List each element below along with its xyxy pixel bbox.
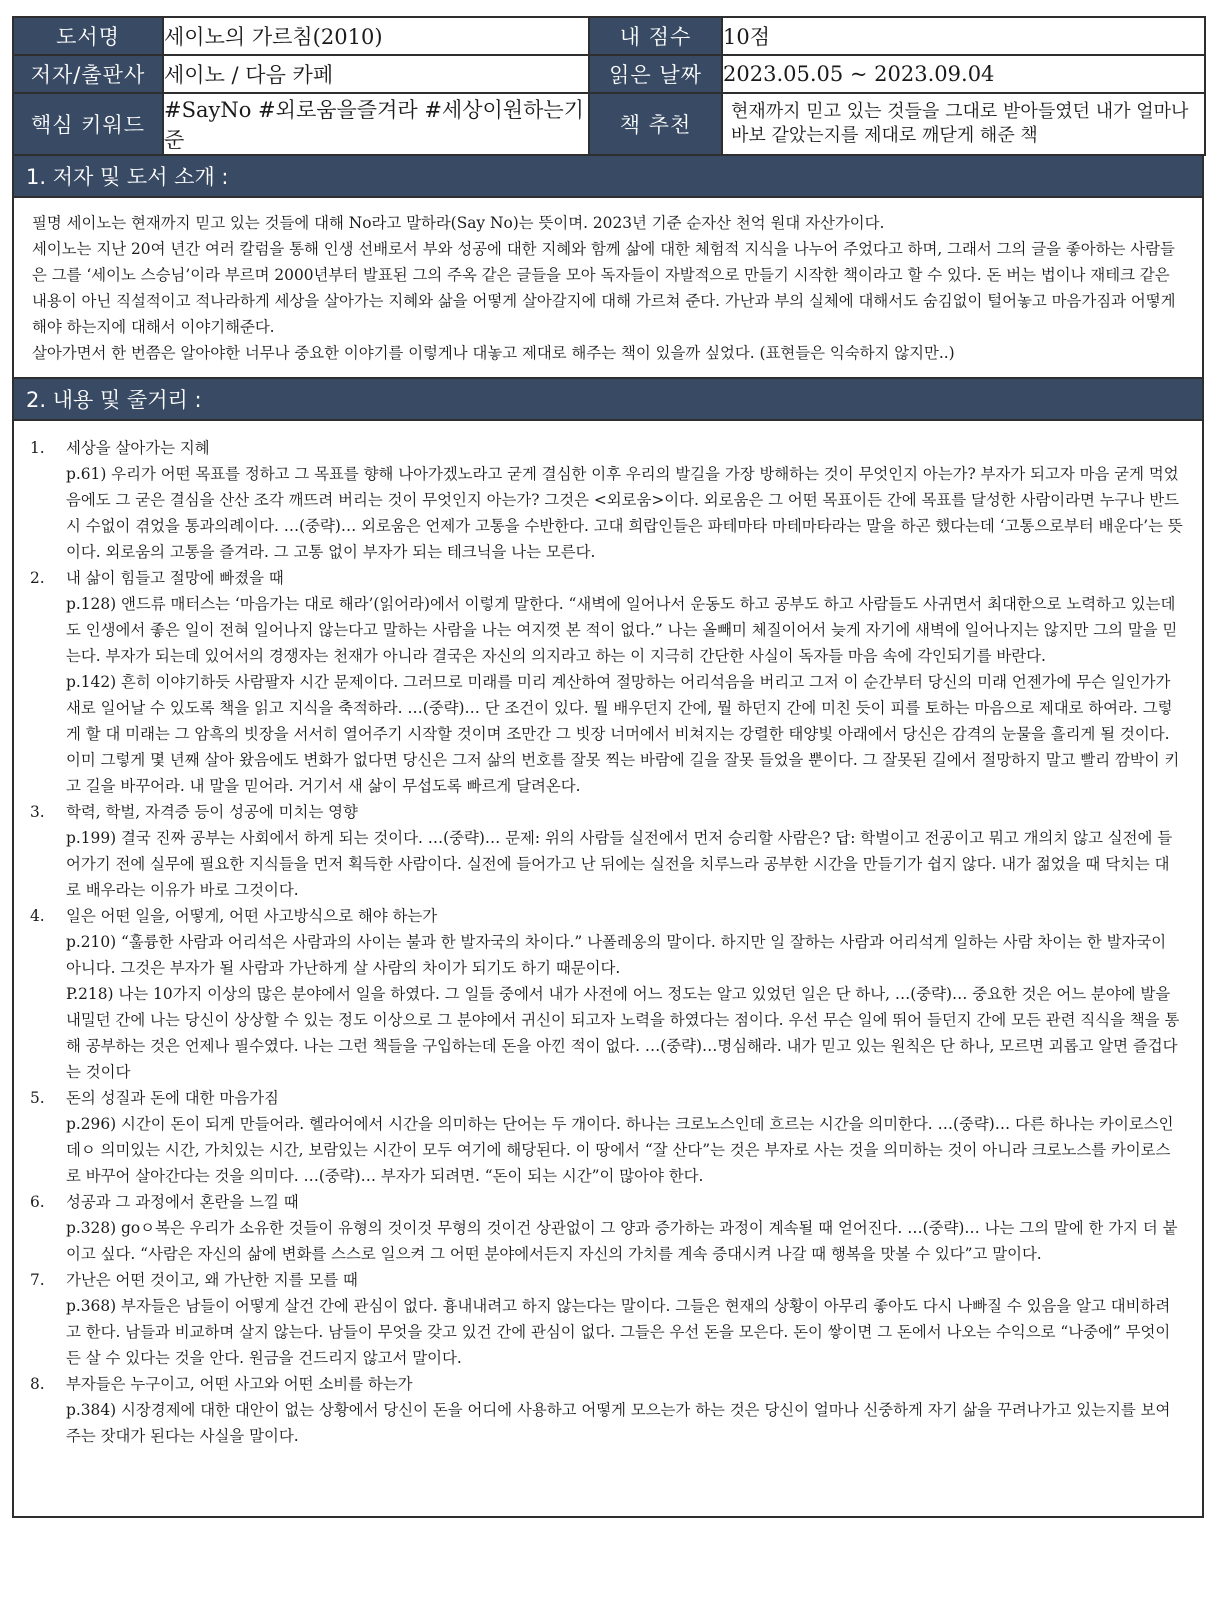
author-value: 세이노 / 다음 카페 [163, 55, 589, 93]
item-number: 5. [30, 1089, 45, 1107]
item-quote: p.328) goㅇ복은 우리가 소유한 것들이 유형의 것이것 무형의 것이건 상관없이 그 양과 증가하는 과정이 계속될 때 얻어진다. …(중략)… 나는 그의 말에 한 가지 더 붙이고 싶다. “사람은 자신의 삶에 변화를 스스로 일으켜 그 어떤 분야에서든지 자신의 가치를 계속 증대시켜 나갈 때 행복을 맛볼 수 있다”고 말이다. [66, 1219, 1178, 1263]
keyword-value: #SayNo #외로움을즐겨라 #세상이원하는기준 [163, 93, 589, 155]
content-item [30, 565, 1184, 799]
intro-paragraph: 필명 세이노는 현재까지 믿고 있는 것들에 대해 No라고 말하라(Say No)는 뜻이며. 2023년 기준 순자산 천억 원대 자산가이다. [32, 214, 885, 232]
recommend-value: 현재까지 믿고 있는 것들을 그대로 받아들였던 내가 얼마나 바보 같았는지를 제대로 깨닫게 해준 책 [722, 93, 1205, 155]
author-label: 저자/출판사 [13, 55, 163, 93]
item-number: 7. [30, 1271, 45, 1289]
item-quote: p.368) 부자들은 남들이 어떻게 살건 간에 관심이 없다. 흉내내려고 하지 않는다는 말이다. 그들은 현재의 상황이 아무리 좋아도 다시 나빠질 수 있음을 알고 대비하려고 한다. 남들과 비교하며 살지 않는다. 남들이 무엇을 갖고 있건 간에 관심이 없다. 그들은 우선 돈을 모은다. 돈이 쌓이면 그 돈에서 나오는 수익으로 “나중에” 무엇이든 살 수 있다는 것을 안다. 원금을 건드리지 않고서 말이다. [66, 1297, 1171, 1367]
item-title: 돈의 성질과 돈에 대한 마음가짐 [66, 1089, 279, 1107]
intro-paragraph: 세이노는 지난 20여 년간 여러 칼럼을 통해 인생 선배로서 부와 성공에 대한 지혜와 함께 삶에 대한 체험적 지식을 나누어 주었다고 하며, 그래서 그의 글을 좋아하는 사람들은 그를 ‘세이노 스승님’이라 부르며 2000년부터 발표된 그의 주옥 같은 글들을 모아 독자들이 자발적으로 만들기 시작한 책이라고 할 수 있다. 돈 버는 법이나 재테크 같은 내용이 아닌 직설적이고 적나라하게 세상을 살아가는 지혜와 삶을 어떻게 살아갈지에 대해 가르쳐 준다. 가난과 부의 실체에 대해서도 숨김없이 털어놓고 마음가짐과 어떻게 해야 하는지에 대해서 이야기해준다. [32, 240, 1176, 336]
content-item [30, 1267, 1184, 1371]
item-number: 8. [30, 1375, 45, 1393]
content-item [30, 1371, 1184, 1449]
keyword-label: 핵심 키워드 [13, 93, 163, 155]
item-quote: p.128) 앤드류 매터스는 ‘마음가는 대로 해라’(읽어라)에서 이렇게 말한다. “새벽에 일어나서 운동도 하고 공부도 하고 사람들도 사귀면서 최대한으로 노력하고 있는데도 인생에서 좋은 일이 전혀 일어나지 않는다고 말하는 사람을 나는 여지껏 본 적이 없다.” 나는 올빼미 체질이어서 늦게 자기에 새벽에 일어나지는 않지만 그의 말을 믿는다. 부자가 되는데 있어서의 경쟁자는 천재가 아니라 결국은 자신의 의지라고 하는 이 지극히 간단한 사실이 독자들 마음 속에 각인되기를 바란다. [66, 595, 1178, 665]
item-number: 4. [30, 907, 45, 925]
item-title: 부자들은 누구이고, 어떤 사고와 어떤 소비를 하는가 [66, 1375, 413, 1393]
book-info-table [12, 16, 1206, 156]
item-title: 내 삶이 힘들고 절망에 빠졌을 때 [66, 569, 284, 587]
item-quote: p.296) 시간이 돈이 되게 만들어라. 헬라어에서 시간을 의미하는 단어는 두 개이다. 하나는 크로노스인데 흐르는 시간을 의미한다. …(중략)… 다른 하나는 카이로스인데ㅇ 의미있는 시간, 가치있는 시간, 보람있는 시간이 모두 여기에 해당된다. 이 땅에서 “잘 산다”는 것은 부자로 사는 것을 의미하는 것이 아니라 크로노스를 카이로스로 바꾸어 살아간다는 것을 의미다. …(중략)… 부자가 되려면. “돈이 되는 시간”이 많아야 한다. [66, 1115, 1174, 1185]
title-value: 세이노의 가르침(2010) [163, 17, 589, 55]
content-item [30, 1189, 1184, 1267]
intro-paragraph: 살아가면서 한 번쯤은 알아야한 너무나 중요한 이야기를 이렇게나 대놓고 제대로 해주는 책이 있을까 싶었다. (표현들은 익숙하지 않지만..) [32, 344, 955, 362]
book-report-page [12, 16, 1204, 1518]
section-2-body [12, 421, 1204, 1518]
item-quote: P.218) 나는 10가지 이상의 많은 분야에서 일을 하였다. 그 일들 중에서 내가 사전에 어느 정도는 알고 있었던 일은 단 하나, …(중략)… 중요한 것은 어느 분야에 발을 내밀던 간에 나는 당신이 상상할 수 있는 정도 이상으로 그 분야에서 귀신이 되고자 노력을 하였다는 점이다. 우선 무슨 일에 뛰어 들던지 간에 모든 관련 직식을 책을 통해 공부하는 것은 언제나 필수였다. 나는 그런 책들을 구입하는데 돈을 아낀 적이 없다. …(중략)…명심해라. 내가 믿고 있는 원칙은 단 하나, 모르면 괴롭고 알면 즐겁다는 것이다 [66, 985, 1180, 1081]
item-title: 학력, 학벌, 자격증 등이 성공에 미치는 영향 [66, 803, 358, 821]
score-value: 10점 [722, 17, 1205, 55]
content-item [30, 435, 1184, 565]
item-number: 6. [30, 1193, 45, 1211]
item-number: 1. [30, 439, 45, 457]
item-number: 2. [30, 569, 45, 587]
title-label: 도서명 [13, 17, 163, 55]
item-number: 3. [30, 803, 45, 821]
date-value: 2023.05.05 ~ 2023.09.04 [722, 55, 1205, 93]
item-quote: p.199) 결국 진짜 공부는 사회에서 하게 되는 것이다. …(중략)… 문제: 위의 사람들 실전에서 먼저 승리할 사람은? 답: 학벌이고 전공이고 뭐고 개의치 않고 실전에 들어가기 전에 실무에 필요한 지식들을 먼저 획득한 사람이다. 실전에 들어가고 난 뒤에는 실전을 치루느라 공부한 시간을 만들기가 쉽지 않다. 내가 젊었을 때 닥치는 대로 배우라는 이유가 바로 그것이다. [66, 829, 1173, 899]
date-label: 읽은 날짜 [589, 55, 722, 93]
item-quote: p.210) “훌륭한 사람과 어리석은 사람과의 사이는 불과 한 발자국의 차이다.” 나폴레옹의 말이다. 하지만 일 잘하는 사람과 어리석게 일하는 사람 차이는 한 발자국이 아니다. 그것은 부자가 될 사람과 가난하게 살 사람의 차이가 되기도 하기 때문이다. [66, 933, 1167, 977]
item-quote: p.142) 흔히 이야기하듯 사람팔자 시간 문제이다. 그러므로 미래를 미리 계산하여 절망하는 어리석음을 버리고 그저 이 순간부터 당신의 미래 언젠가에 무슨 일인가가 새로 일어날 수 있도록 책을 읽고 지식을 축적하라. …(중략)… 단 조건이 있다. 뭘 배우던지 간에, 뭘 하던지 간에 미친 듯이 피를 토하는 마음으로 제대로 하여라. 그렇게 할 대 미래는 그 암흑의 빗장을 서서히 열어주기 시작할 것이며 조만간 그 빗장 너머에서 비쳐지는 강렬한 태양빛 아래에서 당신은 감격의 눈물을 흘리게 될 것이다. 이미 그렇게 몇 년째 살아 왔음에도 변화가 없다면 당신은 그저 삶의 번호를 잘못 찍는 바람에 길을 잘못 들었을 뿐이다. 그 잘못된 길에서 절망하지 말고 빨리 깜박이 키고 길을 바꾸어라. 내 말을 믿어라. 거기서 새 삶이 무섭도록 빠르게 달려온다. [66, 673, 1180, 795]
content-item [30, 799, 1184, 903]
content-item [30, 903, 1184, 1085]
section-2-heading: 2. 내용 및 줄거리 : [12, 379, 1204, 421]
item-title: 세상을 살아가는 지혜 [66, 439, 210, 457]
section-1-heading: 1. 저자 및 도서 소개 : [12, 156, 1204, 198]
recommend-label: 책 추천 [589, 93, 722, 155]
score-label: 내 점수 [589, 17, 722, 55]
item-title: 일은 어떤 일을, 어떻게, 어떤 사고방식으로 해야 하는가 [66, 907, 438, 925]
item-title: 성공과 그 과정에서 혼란을 느낄 때 [66, 1193, 299, 1211]
section-1-body [12, 198, 1204, 379]
item-quote: p.384) 시장경제에 대한 대안이 없는 상황에서 당신이 돈을 어디에 사용하고 어떻게 모으는가 하는 것은 당신이 얼마나 신중하게 자기 삶을 꾸려나가고 있는지를 보여주는 잣대가 된다는 사실을 말이다. [66, 1401, 1171, 1445]
item-quote: p.61) 우리가 어떤 목표를 정하고 그 목표를 향해 나아가겠노라고 굳게 결심한 이후 우리의 발길을 가장 방해하는 것이 무엇인지 아는가? 부자가 되고자 마음 굳게 먹었음에도 그 굳은 결심을 산산 조각 깨뜨려 버리는 것이 무엇인지 아는가? 그것은 <외로움>이다. 외로움은 그 어떤 목표이든 간에 목표를 달성한 사람이라면 누구나 반드시 수없이 겪었을 통과의례이다. …(중략)… 외로움은 언제가 고통을 수반한다. 고대 희랍인들은 파테마타 마테마타라는 말을 하곤 했다는데 ‘고통으로부터 배운다’는 뜻이다. 외로움의 고통을 즐겨라. 그 고통 없이 부자가 되는 테크닉을 나는 모른다. [66, 465, 1183, 561]
item-title: 가난은 어떤 것이고, 왜 가난한 지를 모를 때 [66, 1271, 358, 1289]
content-item [30, 1085, 1184, 1189]
